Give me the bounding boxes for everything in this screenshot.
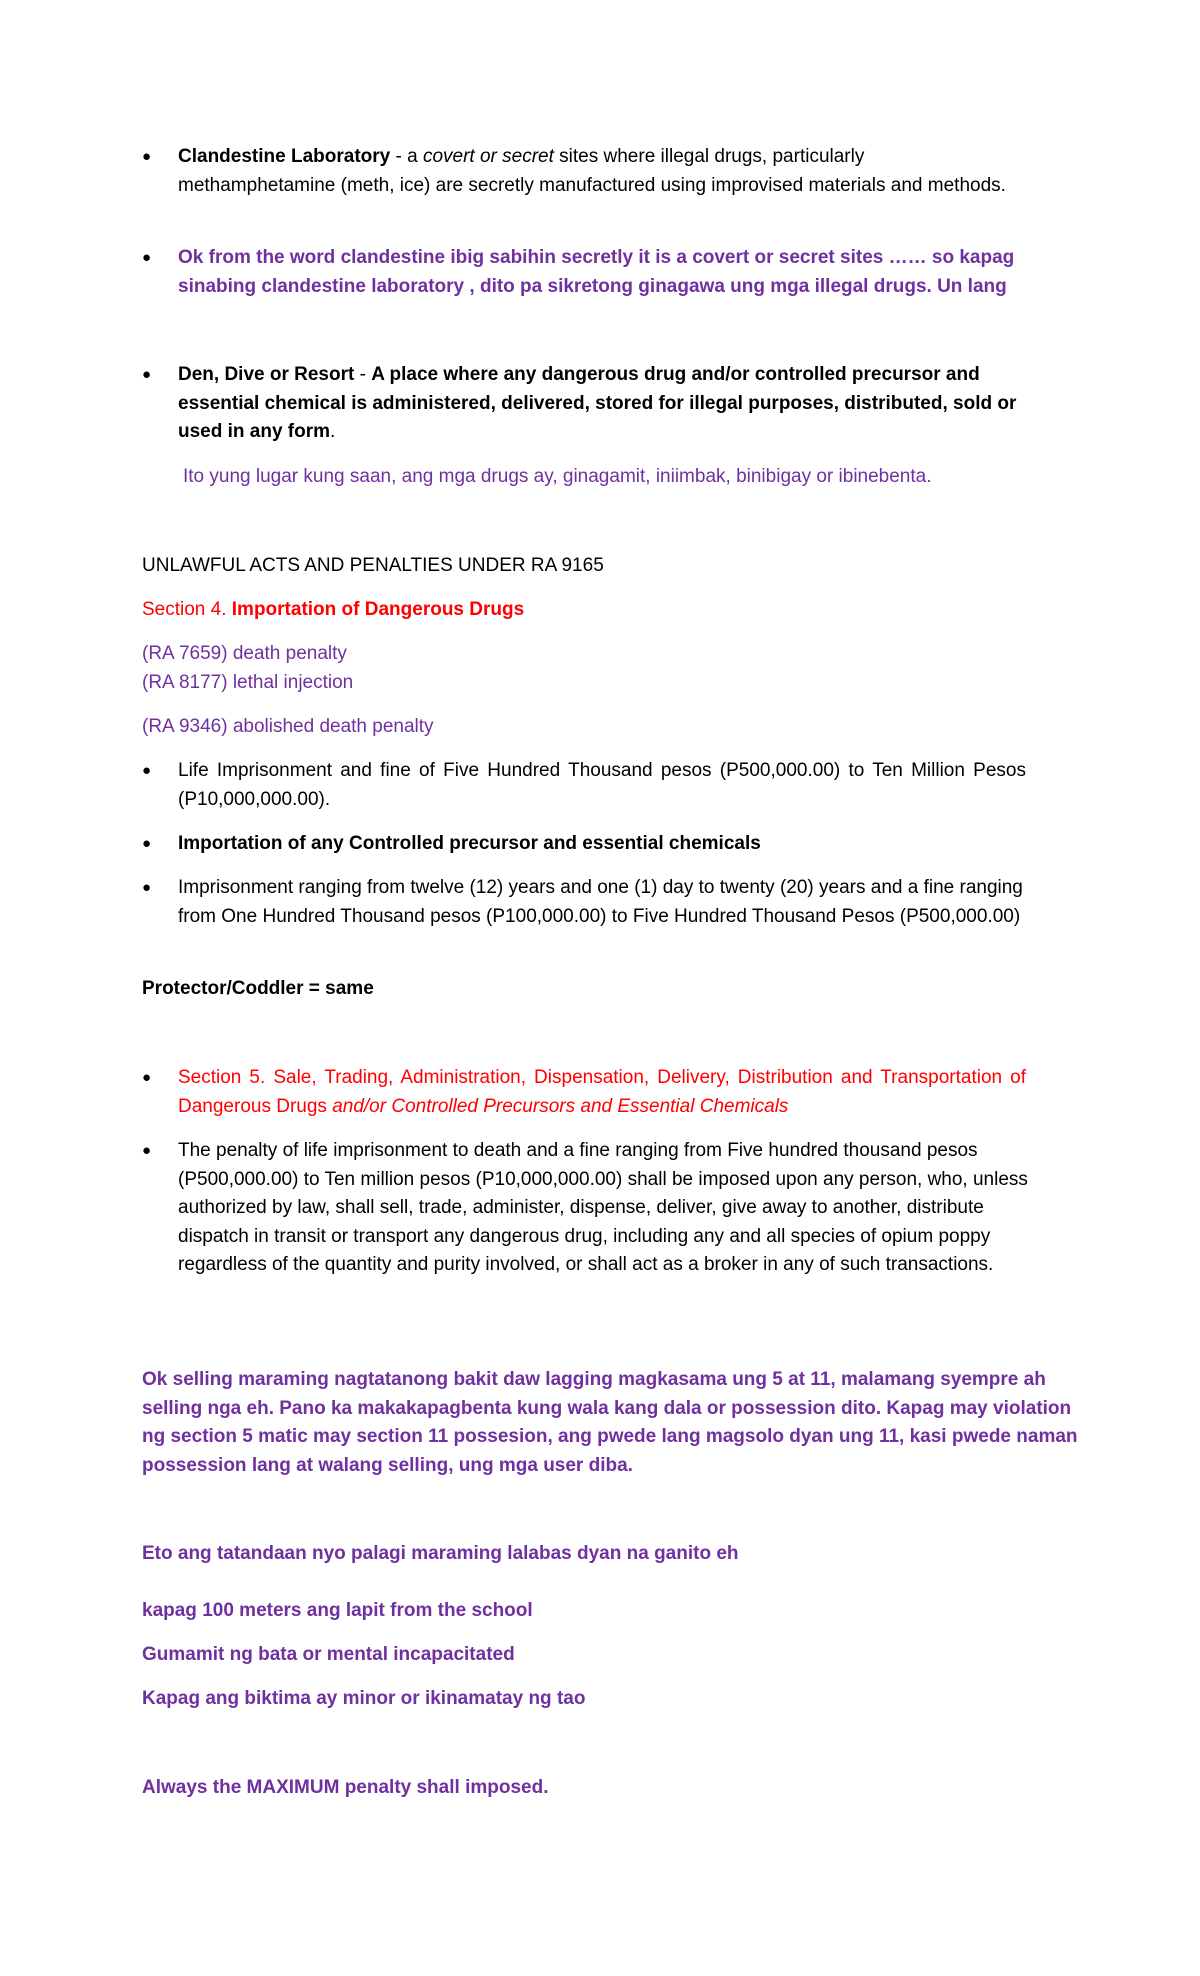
bullet-icon: ● [142,1069,152,1086]
s4-imprisonment-text: Imprisonment ranging from twelve (12) years and one (1) day to twenty (20) years and a fine ranging from One Hundred Thousand pesos (P100,000.00) to Five Hundred Thousand Pesos (P500,000.00) [178,877,1023,927]
ra9346-line: (RA 9346) abolished death penalty [142,716,434,737]
selling-note-line: ng section 5 matic may section 11 possesion, ang pwede lang magsolo dyan ung 11, kasi pwede naman [142,1426,1078,1447]
maximum-line: Always the MAXIMUM penalty shall imposed. [142,1777,549,1798]
condition-child: Gumamit ng bata or mental incapacitated [142,1644,515,1665]
selling-note-line: selling nga eh. Pano ka makakapagbenta kung wala kang dala or possession dito. Kapag may violation [142,1397,1072,1419]
section5-plain: Section 5. Sale, Trading, Administration, Dispensation, Delivery, Distribution and Transportation of Dangerous Drugs [178,1067,1026,1117]
clandestine-definition [142,143,1026,200]
s4-importation-text: Importation of any Controlled precursor and essential chemicals [178,833,761,854]
den-dash: - [354,364,372,385]
den-definition [142,361,1026,447]
bullet-icon: ● [142,249,152,266]
s5-penalty-bullet [142,1137,1034,1280]
unlawful-heading: UNLAWFUL ACTS AND PENALTIES UNDER RA 9165 [142,555,604,576]
clandestine-rest: sites where illegal drugs, particularly methamphetamine (meth, ice) are secretly manufactured using improvised materials and methods. [178,146,1006,196]
condition-school: kapag 100 meters ang lapit from the school [142,1600,533,1621]
den-rest: A place where any dangerous drug and/or controlled precursor and essential chemical is administered, delivered, stored for illegal purposes, distributed, sold or used in any form [178,364,1017,442]
selling-note-line: Ok selling maraming nagtatanong bakit daw lagging magkasama ung 5 at 11, malamang syempre ah [142,1369,1046,1390]
bullet-icon: ● [142,148,152,165]
selling-note [142,1366,1122,1480]
section4-title: Importation of Dangerous Drugs [231,599,525,620]
ra7659-line: (RA 7659) death penalty [142,643,347,664]
section5-italic: and/or Controlled Precursors and Essential Chemicals [332,1095,789,1117]
den-term: Den, Dive or Resort [178,364,355,385]
s4-life-bullet [142,757,1026,814]
clandestine-italic: covert or secret [422,146,554,167]
s4-imprisonment-bullet [142,874,1026,931]
clandestine-note-text: Ok from the word clandestine ibig sabihin secretly it is a covert or secret sites …… so kapag sinabing clandestine laboratory , dito pa sikretong ginagawa ung mga illegal drugs. Un lang [178,247,1015,297]
section5-heading [142,1064,1026,1121]
condition-victim: Kapag ang biktima ay minor or ikinamatay ng tao [142,1688,586,1709]
section4-heading [142,596,1062,625]
remember-line: Eto ang tatandaan nyo palagi maraming lalabas dyan na ganito eh [142,1543,739,1564]
protector-line: Protector/Coddler = same [142,978,374,999]
s4-life-text: Life Imprisonment and fine of Five Hundred Thousand pesos (P500,000.00) to Ten Million Pesos (P10,000,000.00). [178,760,1026,810]
bullet-icon: ● [142,366,152,383]
ra8177-line: (RA 8177) lethal injection [142,672,354,693]
bullet-icon: ● [142,762,152,779]
clandestine-term: Clandestine Laboratory [178,146,391,167]
clandestine-dash: - a [390,146,423,167]
den-note: Ito yung lugar kung saan, ang mga drugs ay, ginagamit, iniimbak, binibigay or ibinebenta. [183,466,932,487]
selling-note-line: possession lang at walang selling, ung mga user diba. [142,1454,633,1476]
bullet-icon: ● [142,879,152,896]
s4-importation-bullet [142,830,1026,859]
bullet-icon: ● [142,1142,152,1159]
den-period: . [330,421,336,442]
bullet-icon: ● [142,835,152,852]
clandestine-note [142,244,1026,301]
section4-prefix: Section 4. [142,599,232,620]
s5-penalty-text: The penalty of life imprisonment to death and a fine ranging from Five hundred thousand pesos (P500,000.00) to Ten million pesos (P10,000,000.00) shall be imposed upon any person, who, unless authorized by law, shall sell, trade, administer, dispense, deliver, give away to another, distribute dispatch in transit or transport any dangerous drug, including any and all species of opium poppy regardless of the quantity and purity involved, or shall act as a broker in any of such transactions. [178,1140,1028,1275]
